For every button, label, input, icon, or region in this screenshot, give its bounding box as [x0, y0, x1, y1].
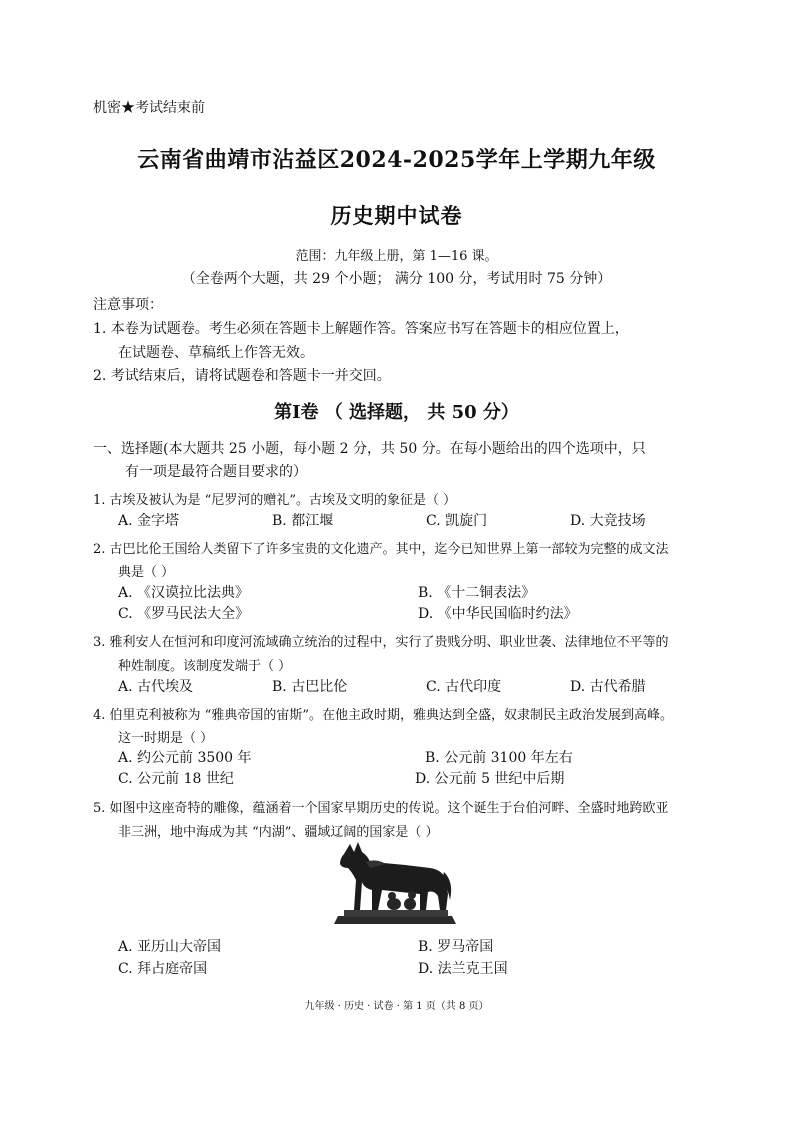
question-2-option-b: B. 《十二铜表法》 — [418, 585, 536, 601]
question-4-option-c: C. 公元前 18 世纪 — [118, 771, 234, 787]
question-3-option-c: C. 古代印度 — [426, 679, 502, 695]
question-4-stem-cont: 这一时期是（ ） — [118, 731, 214, 746]
question-2-option-a: A. 《汉谟拉比法典》 — [118, 585, 250, 601]
question-1-option-c: C. 凯旋门 — [426, 513, 488, 529]
exam-title-line1: 云南省曲靖市沾益区2024-2025学年上学期九年级 — [137, 147, 656, 173]
question-1-option-b: B. 都江堰 — [272, 513, 334, 529]
section-intro-line2: 有一项是最符合题目要求的） — [125, 464, 307, 480]
question-1-option-d: D. 大竞技场 — [570, 513, 646, 529]
question-3-option-a: A. 古代埃及 — [118, 679, 194, 695]
question-4-option-a: A. 约公元前 3500 年 — [118, 750, 252, 766]
question-5-option-a: A. 亚历山大帝国 — [118, 939, 222, 955]
question-5-stem: 5. 如图中这座奇特的雕像，蕴涵着一个国家早期历史的传说。这个诞生于台伯河畔、全盛时地跨欧亚 — [93, 801, 669, 816]
section-intro-line1: 一、选择题(本大题共 25 小题，每小题 2 分，共 50 分。在每小题给出的四个选项中，只 — [93, 441, 646, 457]
question-3-option-d: D. 古代希腊 — [570, 679, 646, 695]
question-2-option-c: C. 《罗马民法大全》 — [118, 606, 250, 622]
question-4-stem: 4. 伯里克利被称为 “雅典帝国的宙斯”。在他主政时期，雅典达到全盛，奴隶制民主政治发展到高峰。 — [93, 708, 673, 723]
question-3-option-b: B. 古巴比伦 — [272, 679, 348, 695]
question-5-option-b: B. 罗马帝国 — [418, 939, 494, 955]
confidential-mark: 机密★考试结束前 — [93, 100, 205, 116]
question-4-option-d: D. 公元前 5 世纪中后期 — [415, 771, 565, 787]
page-footer: 九年级 · 历史 · 试卷 · 第 1 页（共 8 页） — [304, 1001, 489, 1012]
question-3-stem: 3. 雅利安人在恒河和印度河流域确立统治的过程中，实行了贵贱分明、职业世袭、法律地位不平等的 — [93, 635, 669, 650]
question-3-stem-cont: 种姓制度。该制度发端于（ ） — [118, 659, 292, 674]
question-5-stem-cont: 非三洲，地中海成为其 “内湖”、疆域辽阔的国家是（ ） — [118, 825, 439, 840]
question-2-stem: 2. 古巴比伦王国给人类留下了许多宝贵的文化遗产。其中，迄今已知世界上第一部较为完整的成文法 — [93, 542, 669, 557]
she-wolf-statue-image — [330, 838, 460, 926]
question-4-option-b: B. 公元前 3100 年左右 — [425, 750, 573, 766]
notes-heading: 注意事项： — [93, 297, 163, 313]
note-item-2: 2. 考试结束后，请将试题卷和答题卡一并交回。 — [93, 368, 391, 384]
section-title: 第Ⅰ卷 （ 选择题， 共 50 分） — [274, 402, 519, 423]
note-item-1: 1. 本卷为试题卷。考生必须在答题卡上解题作答。答案应书写在答题卡的相应位置上， — [93, 321, 629, 337]
note-item-1-cont: 在试题卷、草稿纸上作答无效。 — [118, 345, 314, 361]
question-5-option-d: D. 法兰克王国 — [418, 961, 508, 977]
question-2-stem-cont: 典是（ ） — [118, 565, 175, 580]
exam-title-line2: 历史期中试卷 — [330, 203, 463, 228]
exam-summary: （全卷两个大题，共 29 个小题； 满分 100 分，考试用时 75 分钟） — [181, 271, 612, 287]
question-2-option-d: D. 《中华民国临时约法》 — [418, 606, 578, 622]
question-1-stem: 1. 古埃及被认为是 “尼罗河的赠礼”。古埃及文明的象征是（ ） — [93, 493, 457, 508]
question-1-option-a: A. 金字塔 — [118, 513, 180, 529]
exam-scope: 范围：九年级上册，第 1—16 课。 — [295, 249, 498, 264]
question-5-option-c: C. 拜占庭帝国 — [118, 961, 208, 977]
